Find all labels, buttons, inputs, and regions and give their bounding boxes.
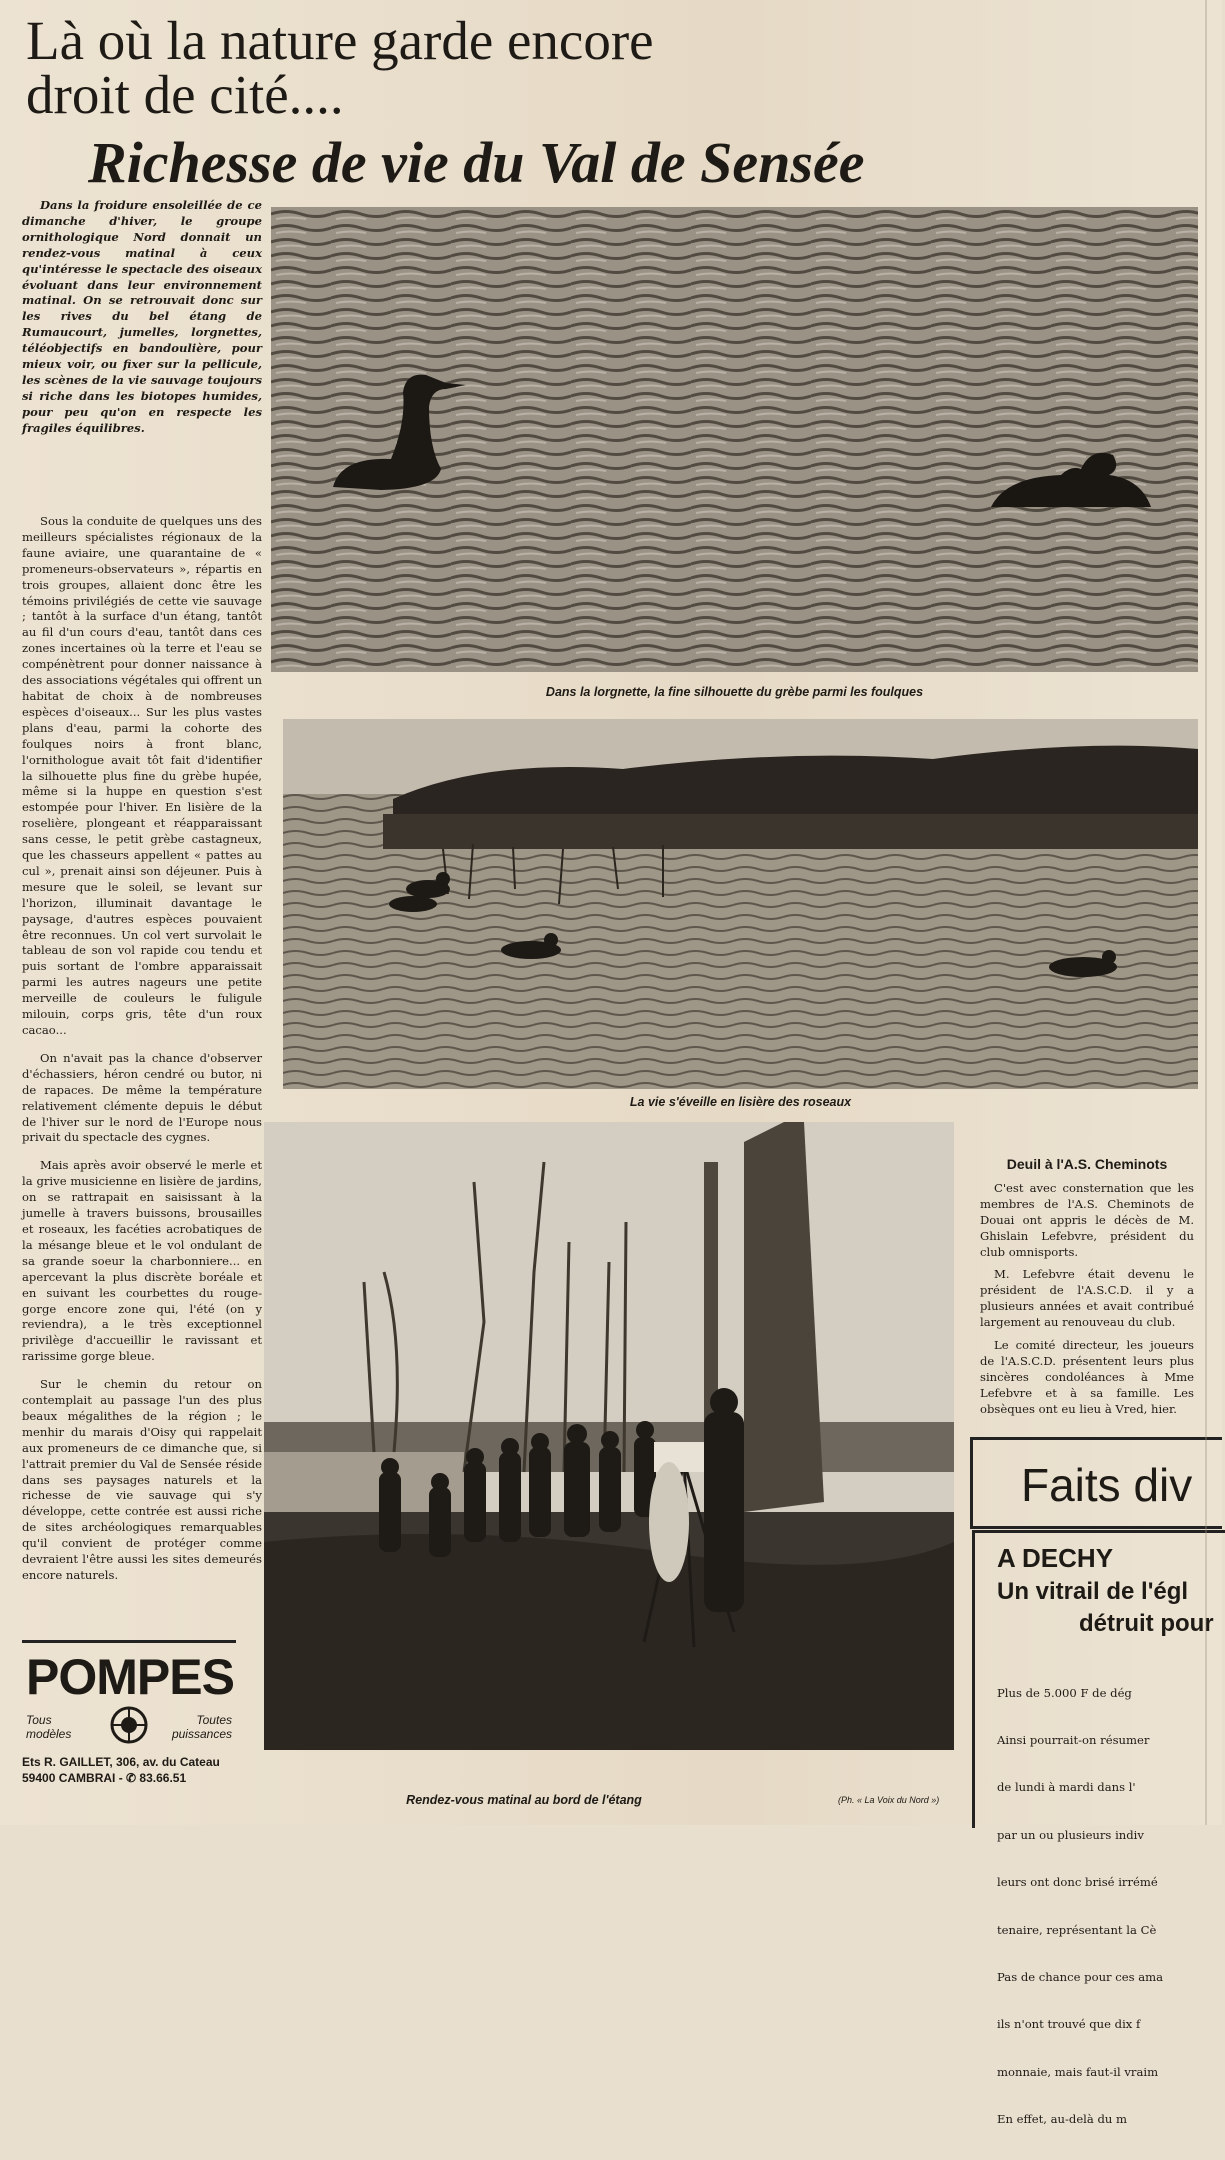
sidebar-paragraph: C'est avec consternation que les membres de l'A.S. Cheminots de Douai ont appris le décès de M. Ghislain Lefebvre, président du club omnisports.: [980, 1180, 1194, 1259]
brief-title-line2: détruit pour: [1079, 1610, 1214, 1637]
fold-line: [1205, 0, 1207, 1825]
news-brief-dechy: [972, 1530, 1225, 2127]
body-paragraph: Mais après avoir observé le merle et la grive musicienne en lisière de jardins, on se rattrapait en saisissant à la jumelle à travers buissons, brousailles et roseaux, les facéties acrobatiques de la mésange bleue et le vol ondulant de sa grande soeur la charbonniere... en apercevant la plus discrète boréale et en suivant les courbettes du rouge-gorge encore zone qui, l'été (on y reviendra), a le très exceptionnel privilège d'accueillir le ravissant et rarissime gorge bleue.: [22, 1158, 262, 1364]
ad-left-tag: Tous modèles: [26, 1712, 72, 1741]
photo-grebe-coots-image: [271, 207, 1198, 672]
sidebar-obituary: [980, 1157, 1194, 1425]
photo-caption: La vie s'éveille en lisière des roseaux: [629, 1095, 852, 1109]
body-paragraph: On n'avait pas la chance d'observer d'échassiers, héron cendré ou butor, ni de rapaces. De même la température relativement clémente depuis le début de l'hiver sur le nord de l'Europe nous privait du spectacle des cygnes.: [22, 1050, 262, 1145]
lead-text: Dans la froidure ensoleillée de ce dimanche d'hiver, le groupe ornithologique Nord donnait un rendez-vous matinal à ceux qu'intéresse le spectacle des oiseaux évoluant dans leur environnement matinal. On se retrouvait donc sur les rives du bel étang de Rumaucourt, jumelles, lorgnettes, téléobjectifs en bandoulière, pour mieux voir, ou fixer sur la pellicule, les scènes de la vie sauvage toujours si riche dans les biotopes humides, pour peu qu'on en respecte les fragiles équilibres.: [22, 198, 262, 435]
photo-reed-edge-image: [283, 719, 1198, 1089]
lead-paragraph: [22, 198, 262, 449]
brief-line: monnaie, mais faut-il vraim: [997, 2064, 1159, 2079]
subtitle: Richesse de vie du Val de Sensée: [88, 130, 865, 195]
section-header-faits-divers: Faits div: [970, 1437, 1222, 1529]
brief-line: Pas de chance pour ces ama: [997, 1969, 1164, 1984]
brief-line: Plus de 5.000 F de dég: [997, 1685, 1132, 1700]
brief-place: A DECHY: [997, 1543, 1114, 1573]
brief-line: tenaire, représentant la Cè: [997, 1922, 1157, 1937]
photo-grebe-coots: [271, 207, 1198, 672]
pump-icon: [106, 1705, 152, 1748]
photo-caption: Rendez-vous matinal au bord de l'étang: [406, 1793, 642, 1807]
brief-line: de lundi à mardi dans l': [997, 1780, 1136, 1795]
brief-line: par un ou plusieurs indiv: [997, 1827, 1144, 1842]
sidebar-paragraph: Le comité directeur, les joueurs de l'A.S.C.D. présentent leurs plus sincères condoléances à Mme Lefebvre et à sa famille. Les obsèques ont eu lieu à Vred, hier.: [980, 1338, 1194, 1416]
brief-text: [997, 1654, 1225, 2160]
brief-line: En effet, au-delà du m: [997, 2112, 1128, 2127]
headline-line2: droit de cité....: [26, 64, 344, 125]
bleed-through-text: [470, 80, 890, 140]
photo-caption: Dans la lorgnette, la fine silhouette du grèbe parmi les foulques: [545, 685, 924, 699]
body-paragraph: Sur le chemin du retour on contemplait au passage l'un des plus beaux mégalithes de la région ; le menhir du marais d'Oisy qui rappelait aux promeneurs de ce dimanche que, si l'attrait premier du Val de Sensée réside dans ses paysages naturels et la richesse de vie sauvage qui s'y développe, cette contrée est aussi riche de sites archéologiques remarquables qu'il convient de protéger comme devraient l'être aussi les sites demeurés encore naturels.: [22, 1377, 262, 1582]
photo-group-at-pond: [264, 1122, 954, 1750]
ad-address-line2: 59400 CAMBRAI - ✆ 83.66.51: [22, 1771, 187, 1785]
sidebar-title: Deuil à l'A.S. Cheminots: [1006, 1156, 1168, 1172]
ad-right-tag: Toutes puissances: [171, 1712, 232, 1741]
photo-group-at-pond-image: [264, 1122, 954, 1750]
brief-line: ils n'ont trouvé que dix f: [997, 2017, 1141, 2032]
photo-reed-edge: [283, 719, 1198, 1089]
advertisement-pompes: [22, 1640, 236, 1811]
brief-line: leurs ont donc brisé irrémé: [997, 1875, 1158, 1890]
ad-address-line1: Ets R. GAILLET, 306, av. du Cateau: [22, 1755, 220, 1769]
body-paragraph: Sous la conduite de quelques uns des meilleurs spécialistes régionaux de la faune aviaire, une quarantaine de « promeneurs-observateurs », répartis en trois groupes, allaient donc être les témoins privilégiés de cette vie sauvage ; tantôt à la surface d'un étang, tantôt au fil d'un cours d'eau, tantôt dans ces zones incertaines où la terre et l'eau se compénètrent pour donner naissance à des associations végétales qui offrent un habitat de choix à de nombreuses espèces d'oiseaux... Sur les plus vastes plans d'eau, parmi la cohorte des foulques noirs à front blanc, l'ornithologue avait tôt fait d'identifier la silhouette plus fine du grèbe hupée, même si la huppe en question s'est estompée pour l'hiver. En lisière de la roselière, plongeant et réapparaissant sans cesse, le petit grèbe castagneux, que les chasseurs appellent « pattes au cul », prenait ainsi son déjeuner. Puis à mesure que le soleil, se levant sur l'horizon, illuminait davantage le paysage, d'autres espèces pouvaient être reconnues. Un col vert survolait le tableau de son vol rapide cou tendu et puis sortant de l'ombre apparaissait parmi les autres nageurs une petite merveille de couleurs le fuligule milouin, corps gris, tête d'un roux cacao...: [22, 514, 262, 1037]
ad-tagline-row: [22, 1705, 236, 1748]
sidebar-paragraph: M. Lefebvre était devenu le président de l'A.S.C.D. il y a plusieurs années et avait contribué largement au renouveau du club.: [980, 1267, 1194, 1330]
brief-title-line1: Un vitrail de l'égl: [997, 1578, 1189, 1605]
brief-line: Ainsi pourrait-on résumer: [997, 1732, 1150, 1747]
photo-credit: (Ph. « La Voix du Nord »): [838, 1795, 940, 1805]
body-column: [22, 514, 262, 1596]
headline-line1: Là où la nature garde encore: [26, 10, 654, 71]
ad-brand: POMPES: [26, 1649, 234, 1705]
